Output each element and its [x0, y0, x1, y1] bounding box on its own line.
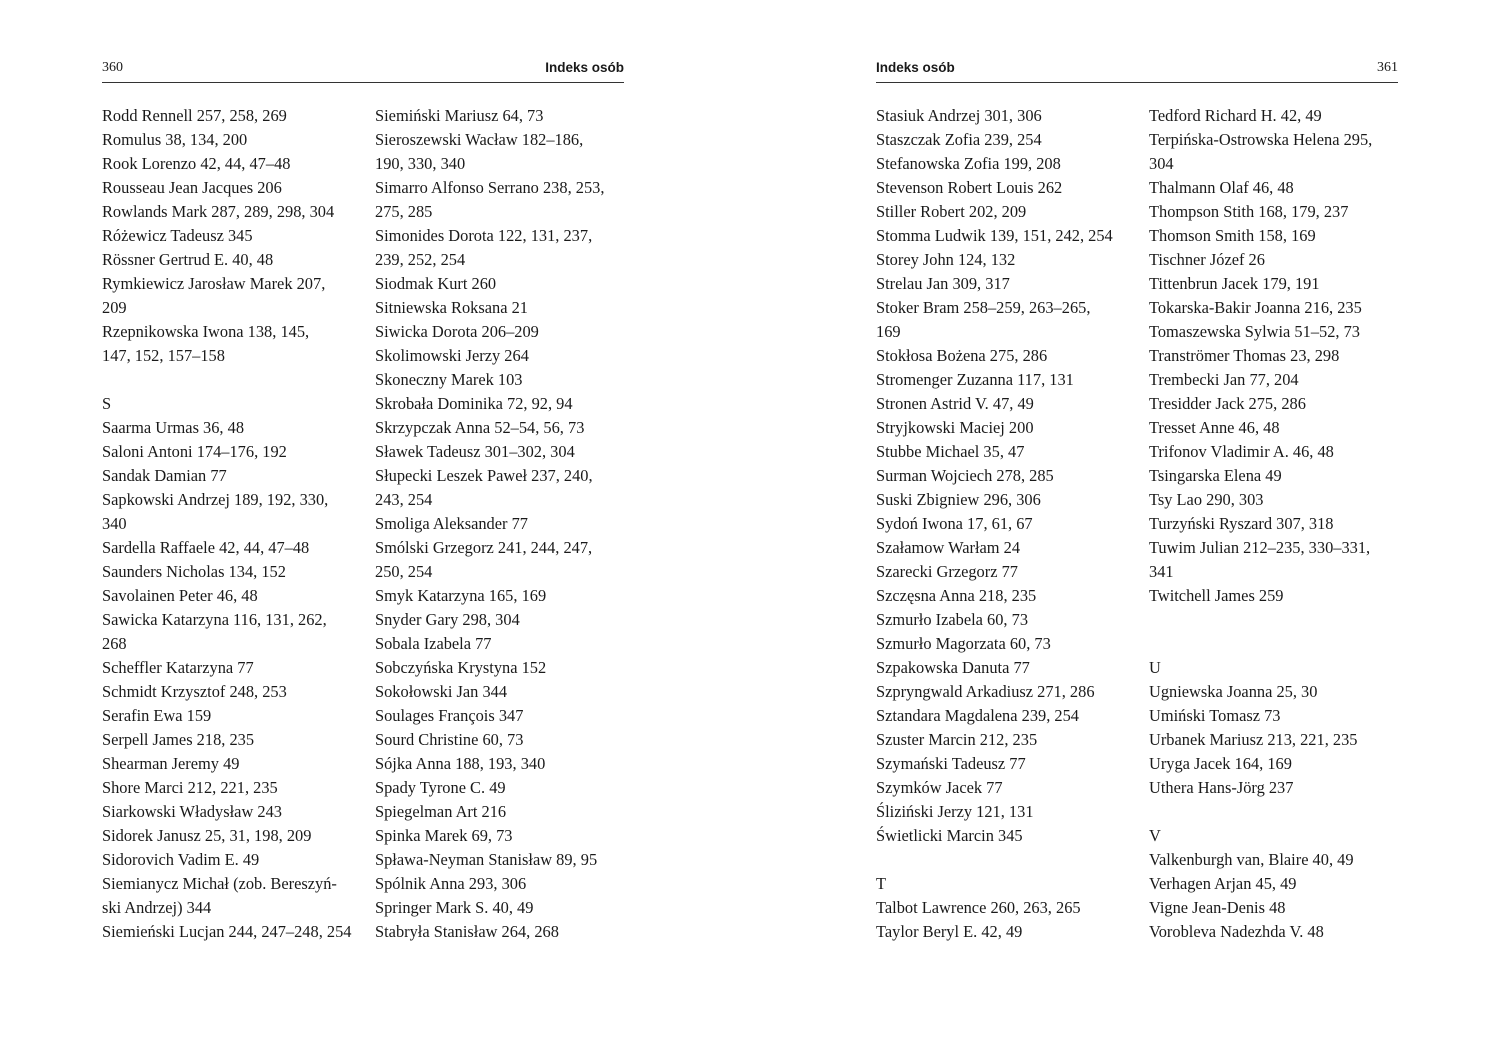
index-entry — [102, 128, 364, 152]
index-entry-line: Skrzypczak Anna 52–54, 56, 73 — [375, 418, 585, 437]
index-entry-line: Szymański Tadeusz 77 — [876, 754, 1026, 773]
index-entry-line: Stevenson Robert Louis 262 — [876, 178, 1063, 197]
index-entry-line: Turzyński Ryszard 307, 318 — [1149, 514, 1334, 533]
index-entry-line: Scheffler Katarzyna 77 — [102, 658, 254, 677]
index-entry — [375, 176, 637, 224]
index-entry-line: Sidorovich Vadim E. 49 — [102, 850, 260, 869]
index-entry-line: Saunders Nicholas 134, 152 — [102, 562, 286, 581]
index-entry — [876, 896, 1138, 920]
index-entry-line: Sourd Christine 60, 73 — [375, 730, 524, 749]
index-entry — [375, 344, 637, 368]
index-entry — [102, 728, 364, 752]
index-entry — [102, 800, 364, 824]
index-entry-line: Thomson Smith 158, 169 — [1149, 226, 1316, 245]
index-entry-line: Sobala Izabela 77 — [375, 634, 492, 653]
index-entry — [1149, 752, 1411, 776]
index-entry — [375, 416, 637, 440]
index-entry-line: Sandak Damian 77 — [102, 466, 227, 485]
spacer — [876, 848, 1138, 872]
index-entry — [1149, 392, 1411, 416]
index-entry-line: Stasiuk Andrzej 301, 306 — [876, 106, 1042, 125]
index-entry-line: Stromenger Zuzanna 117, 131 — [876, 370, 1074, 389]
index-entry-line: Thalmann Olaf 46, 48 — [1149, 178, 1294, 197]
index-entry-line: Szymków Jacek 77 — [876, 778, 1003, 797]
section-letter: S — [102, 394, 112, 413]
index-entry-line: Tuwim Julian 212–235, 330–331, — [1149, 538, 1371, 557]
left-index-column-1 — [102, 104, 364, 944]
index-entry-line: Rzepnikowska Iwona 138, 145, — [102, 322, 310, 341]
index-entry-line: Vigne Jean-Denis 48 — [1149, 898, 1286, 917]
index-entry — [876, 176, 1138, 200]
index-entry — [876, 512, 1138, 536]
index-entry — [375, 320, 637, 344]
index-entry-line: Tomaszewska Sylwia 51–52, 73 — [1149, 322, 1360, 341]
index-entry — [375, 920, 637, 944]
index-entry — [1149, 584, 1411, 608]
index-entry — [375, 584, 637, 608]
index-entry-line: Różewicz Tadeusz 345 — [102, 226, 253, 245]
index-entry — [876, 584, 1138, 608]
index-entry — [1149, 416, 1411, 440]
index-entry-line: Skoneczny Marek 103 — [375, 370, 523, 389]
index-entry-line: 169 — [876, 322, 901, 341]
index-entry-line: Storey John 124, 132 — [876, 250, 1016, 269]
index-entry-line: 190, 330, 340 — [375, 154, 466, 173]
index-entry-line: Siodmak Kurt 260 — [375, 274, 497, 293]
index-entry — [876, 656, 1138, 680]
index-entry — [876, 704, 1138, 728]
index-entry-line: Rousseau Jean Jacques 206 — [102, 178, 282, 197]
index-entry — [375, 848, 637, 872]
index-entry — [1149, 176, 1411, 200]
index-entry-line: Tresset Anne 46, 48 — [1149, 418, 1280, 437]
index-entry-line: Stokłosa Bożena 275, 286 — [876, 346, 1048, 365]
index-entry — [1149, 848, 1411, 872]
index-entry — [876, 464, 1138, 488]
index-entry-line: Shearman Jeremy 49 — [102, 754, 240, 773]
index-entry — [375, 704, 637, 728]
index-entry — [375, 896, 637, 920]
index-entry-line: Świetlicki Marcin 345 — [876, 826, 1023, 845]
section-letter: U — [1149, 658, 1161, 677]
index-entry-line: Sapkowski Andrzej 189, 192, 330, — [102, 490, 329, 509]
index-entry-line: Strelau Jan 309, 317 — [876, 274, 1010, 293]
index-entry-line: Smoliga Aleksander 77 — [375, 514, 528, 533]
index-entry-line: Sztandara Magdalena 239, 254 — [876, 706, 1079, 725]
index-entry-line: Siemiński Mariusz 64, 73 — [375, 106, 544, 125]
right-page — [750, 0, 1500, 1052]
index-entry — [1149, 320, 1411, 344]
index-entry-line: Szmurło Magorzata 60, 73 — [876, 634, 1051, 653]
index-entry — [102, 584, 364, 608]
index-entry — [1149, 536, 1411, 584]
index-entry-line: Tittenbrun Jacek 179, 191 — [1149, 274, 1320, 293]
index-entry-line: Suski Zbigniew 296, 306 — [876, 490, 1041, 509]
index-entry-line: Spiegelman Art 216 — [375, 802, 507, 821]
index-entry — [1149, 248, 1411, 272]
index-entry — [876, 296, 1138, 344]
index-entry-line: Rymkiewicz Jarosław Marek 207, — [102, 274, 326, 293]
index-entry — [1149, 872, 1411, 896]
index-entry — [1149, 896, 1411, 920]
index-entry-line: Rössner Gertrud E. 40, 48 — [102, 250, 274, 269]
index-entry-line: Serpell James 218, 235 — [102, 730, 255, 749]
index-entry — [876, 152, 1138, 176]
index-entry — [876, 776, 1138, 800]
index-entry — [102, 224, 364, 248]
index-entry-line: Staszczak Zofia 239, 254 — [876, 130, 1042, 149]
index-entry — [1149, 296, 1411, 320]
index-entry-line: Simarro Alfonso Serrano 238, 253, — [375, 178, 605, 197]
right-running-header — [876, 58, 1398, 83]
index-entry-line: Stubbe Michael 35, 47 — [876, 442, 1025, 461]
index-entry-line: Sidorek Janusz 25, 31, 198, 209 — [102, 826, 312, 845]
index-entry-line: Rodd Rennell 257, 258, 269 — [102, 106, 287, 125]
spacer — [1149, 608, 1411, 632]
index-entry — [375, 296, 637, 320]
index-entry-line: Stabryła Stanisław 264, 268 — [375, 922, 559, 941]
index-entry — [1149, 272, 1411, 296]
index-entry — [1149, 464, 1411, 488]
index-entry — [375, 680, 637, 704]
index-entry-line: Szmurło Izabela 60, 73 — [876, 610, 1029, 629]
index-entry-line: Saloni Antoni 174–176, 192 — [102, 442, 287, 461]
index-entry-line: Smyk Katarzyna 165, 169 — [375, 586, 547, 605]
index-entry-line: Rowlands Mark 287, 289, 298, 304 — [102, 202, 335, 221]
index-entry-line: Sokołowski Jan 344 — [375, 682, 508, 701]
index-entry — [1149, 776, 1411, 800]
index-entry — [1149, 200, 1411, 224]
index-entry — [375, 752, 637, 776]
index-entry — [375, 464, 637, 512]
index-entry — [876, 632, 1138, 656]
index-entry-line: Taylor Beryl E. 42, 49 — [876, 922, 1023, 941]
index-entry — [375, 392, 637, 416]
index-entry-line: Siwicka Dorota 206–209 — [375, 322, 539, 341]
index-entry — [102, 560, 364, 584]
spacer — [1149, 632, 1411, 656]
index-entry — [1149, 488, 1411, 512]
index-entry — [1149, 704, 1411, 728]
index-entry — [375, 368, 637, 392]
section-letter: V — [1149, 826, 1161, 845]
index-entry-line: Skolimowski Jerzy 264 — [375, 346, 529, 365]
index-entry-line: Stiller Robert 202, 209 — [876, 202, 1027, 221]
index-entry-line: Szarecki Grzegorz 77 — [876, 562, 1018, 581]
index-entry — [102, 320, 364, 368]
index-entry — [1149, 344, 1411, 368]
index-entry-line: Szuster Marcin 212, 235 — [876, 730, 1038, 749]
index-entry — [876, 800, 1138, 824]
index-entry — [375, 656, 637, 680]
index-entry-line: Siemianycz Michał (zob. Bereszyń- — [102, 874, 337, 893]
index-entry-line: Tokarska-Bakir Joanna 216, 235 — [1149, 298, 1362, 317]
index-entry-line: Szpryngwald Arkadiusz 271, 286 — [876, 682, 1095, 701]
index-entry — [375, 872, 637, 896]
index-entry-line: Stronen Astrid V. 47, 49 — [876, 394, 1034, 413]
index-entry-line: Valkenburgh van, Blaire 40, 49 — [1149, 850, 1354, 869]
index-entry-line: Thompson Stith 168, 179, 237 — [1149, 202, 1349, 221]
index-entry — [876, 920, 1138, 944]
index-entry-line: Romulus 38, 134, 200 — [102, 130, 248, 149]
index-entry-line: Szałamow Warłam 24 — [876, 538, 1021, 557]
index-entry — [1149, 920, 1411, 944]
right-page-number: 361 — [1377, 60, 1398, 75]
index-entry-line: Umiński Tomasz 73 — [1149, 706, 1281, 725]
index-entry-line: Sławek Tadeusz 301–302, 304 — [375, 442, 575, 461]
index-entry-line: 304 — [1149, 154, 1174, 173]
index-entry-line: Soulages François 347 — [375, 706, 524, 725]
index-entry — [876, 224, 1138, 248]
index-entry-line: Surman Wojciech 278, 285 — [876, 466, 1054, 485]
left-running-header — [102, 58, 624, 83]
index-entry — [375, 512, 637, 536]
index-entry-line: Siemieński Lucjan 244, 247–248, 254 — [102, 922, 352, 941]
index-entry — [1149, 368, 1411, 392]
index-entry-line: Tranströmer Thomas 23, 298 — [1149, 346, 1340, 365]
index-entry-line: Uthera Hans-Jörg 237 — [1149, 778, 1294, 797]
index-entry-line: Słupecki Leszek Paweł 237, 240, — [375, 466, 593, 485]
index-entry-line: Śliziński Jerzy 121, 131 — [876, 802, 1034, 821]
index-entry — [375, 728, 637, 752]
index-entry — [1149, 680, 1411, 704]
index-entry-line: Stoker Bram 258–259, 263–265, — [876, 298, 1091, 317]
index-entry-line: Spady Tyrone C. 49 — [375, 778, 506, 797]
index-entry — [876, 248, 1138, 272]
left-index-column-2 — [375, 104, 637, 944]
index-entry-line: 341 — [1149, 562, 1174, 581]
index-entry — [876, 560, 1138, 584]
index-entry — [102, 416, 364, 440]
index-entry — [102, 176, 364, 200]
index-entry-line: Schmidt Krzysztof 248, 253 — [102, 682, 287, 701]
index-entry-line: 239, 252, 254 — [375, 250, 466, 269]
index-entry-line: Sitniewska Roksana 21 — [375, 298, 528, 317]
index-entry — [102, 272, 364, 320]
index-entry — [876, 416, 1138, 440]
index-entry-line: Szczęsna Anna 218, 235 — [876, 586, 1037, 605]
index-entry — [876, 272, 1138, 296]
index-entry — [102, 776, 364, 800]
index-entry-line: Rook Lorenzo 42, 44, 47–48 — [102, 154, 291, 173]
left-page-number: 360 — [102, 60, 123, 75]
index-entry-line: Tresidder Jack 275, 286 — [1149, 394, 1306, 413]
index-entry — [102, 536, 364, 560]
index-entry-line: Stomma Ludwik 139, 151, 242, 254 — [876, 226, 1113, 245]
index-entry-line: Trifonov Vladimir A. 46, 48 — [1149, 442, 1334, 461]
index-entry — [375, 440, 637, 464]
index-entry — [102, 680, 364, 704]
index-entry — [876, 368, 1138, 392]
right-running-title: Indeks osób — [876, 60, 955, 75]
index-entry — [375, 536, 637, 584]
index-entry — [1149, 440, 1411, 464]
index-entry — [102, 848, 364, 872]
index-entry — [375, 104, 637, 128]
index-entry — [876, 536, 1138, 560]
index-entry — [102, 488, 364, 536]
index-entry-line: Tedford Richard H. 42, 49 — [1149, 106, 1322, 125]
index-entry — [876, 200, 1138, 224]
index-entry — [375, 800, 637, 824]
index-entry-line: Stefanowska Zofia 199, 208 — [876, 154, 1061, 173]
right-index-column-1 — [876, 104, 1138, 944]
index-entry — [1149, 224, 1411, 248]
index-entry-line: Siarkowski Władysław 243 — [102, 802, 282, 821]
index-entry-line: ski Andrzej) 344 — [102, 898, 212, 917]
index-entry-line: Sobczyńska Krystyna 152 — [375, 658, 547, 677]
spacer — [102, 368, 364, 392]
index-entry — [876, 344, 1138, 368]
index-entry — [102, 200, 364, 224]
index-entry — [102, 920, 364, 944]
index-entry — [102, 104, 364, 128]
index-entry-line: Spława-Neyman Stanisław 89, 95 — [375, 850, 598, 869]
index-entry — [102, 248, 364, 272]
index-entry — [876, 824, 1138, 848]
right-index-column-2 — [1149, 104, 1411, 944]
index-entry-line: Spinka Marek 69, 73 — [375, 826, 513, 845]
index-entry — [102, 152, 364, 176]
index-entry — [876, 608, 1138, 632]
index-entry — [375, 224, 637, 272]
index-entry-line: Serafin Ewa 159 — [102, 706, 212, 725]
index-entry-line: Smólski Grzegorz 241, 244, 247, — [375, 538, 593, 557]
index-entry — [375, 608, 637, 632]
index-entry-line: Spólnik Anna 293, 306 — [375, 874, 527, 893]
index-entry-line: Tsingarska Elena 49 — [1149, 466, 1282, 485]
index-entry-line: Skrobała Dominika 72, 92, 94 — [375, 394, 573, 413]
index-entry-line: 340 — [102, 514, 127, 533]
index-entry-line: Twitchell James 259 — [1149, 586, 1284, 605]
index-entry-line: Urbanek Mariusz 213, 221, 235 — [1149, 730, 1358, 749]
index-entry-line: Talbot Lawrence 260, 263, 265 — [876, 898, 1081, 917]
index-entry-line: Sawicka Katarzyna 116, 131, 262, — [102, 610, 327, 629]
index-entry — [1149, 728, 1411, 752]
index-entry-line: Tischner Józef 26 — [1149, 250, 1265, 269]
index-entry — [876, 440, 1138, 464]
index-entry-line: Uryga Jacek 164, 169 — [1149, 754, 1292, 773]
index-entry — [876, 488, 1138, 512]
index-entry-line: Savolainen Peter 46, 48 — [102, 586, 258, 605]
index-entry — [876, 392, 1138, 416]
index-entry — [102, 440, 364, 464]
index-entry-line: Snyder Gary 298, 304 — [375, 610, 520, 629]
index-entry — [375, 272, 637, 296]
index-entry-line: 275, 285 — [375, 202, 433, 221]
index-entry-line: Sydoń Iwona 17, 61, 67 — [876, 514, 1033, 533]
index-entry — [102, 824, 364, 848]
index-entry-line: Vorobleva Nadezhda V. 48 — [1149, 922, 1324, 941]
index-entry-line: Szpakowska Danuta 77 — [876, 658, 1030, 677]
left-running-title: Indeks osób — [545, 60, 624, 75]
index-entry — [375, 776, 637, 800]
index-entry — [876, 128, 1138, 152]
index-entry-line: 268 — [102, 634, 127, 653]
index-entry — [375, 128, 637, 176]
index-entry — [102, 752, 364, 776]
index-entry — [102, 656, 364, 680]
index-entry-line: Trembecki Jan 77, 204 — [1149, 370, 1299, 389]
index-entry-line: Stryjkowski Maciej 200 — [876, 418, 1034, 437]
index-entry-line: Simonides Dorota 122, 131, 237, — [375, 226, 593, 245]
index-entry-line: Springer Mark S. 40, 49 — [375, 898, 534, 917]
index-entry — [102, 704, 364, 728]
index-entry-line: Sardella Raffaele 42, 44, 47–48 — [102, 538, 310, 557]
index-entry-line: Tsy Lao 290, 303 — [1149, 490, 1264, 509]
index-entry — [876, 680, 1138, 704]
index-entry — [1149, 512, 1411, 536]
index-entry-line: Sójka Anna 188, 193, 340 — [375, 754, 546, 773]
index-entry-line: Saarma Urmas 36, 48 — [102, 418, 245, 437]
index-entry — [375, 632, 637, 656]
index-entry-line: 147, 152, 157–158 — [102, 346, 225, 365]
index-entry — [1149, 128, 1411, 176]
index-entry — [876, 728, 1138, 752]
index-entry-line: Ugniewska Joanna 25, 30 — [1149, 682, 1318, 701]
index-entry — [102, 608, 364, 656]
index-entry-line: 243, 254 — [375, 490, 433, 509]
index-entry-line: 250, 254 — [375, 562, 433, 581]
section-letter: T — [876, 874, 887, 893]
index-entry — [375, 824, 637, 848]
index-entry — [1149, 104, 1411, 128]
index-entry-line: Shore Marci 212, 221, 235 — [102, 778, 278, 797]
index-entry — [102, 464, 364, 488]
spacer — [1149, 800, 1411, 824]
index-entry — [876, 104, 1138, 128]
index-entry-line: Terpińska-Ostrowska Helena 295, — [1149, 130, 1373, 149]
index-entry-line: Sieroszewski Wacław 182–186, — [375, 130, 584, 149]
index-entry — [102, 872, 364, 920]
index-entry — [876, 752, 1138, 776]
index-entry-line: 209 — [102, 298, 127, 317]
index-entry-line: Verhagen Arjan 45, 49 — [1149, 874, 1297, 893]
